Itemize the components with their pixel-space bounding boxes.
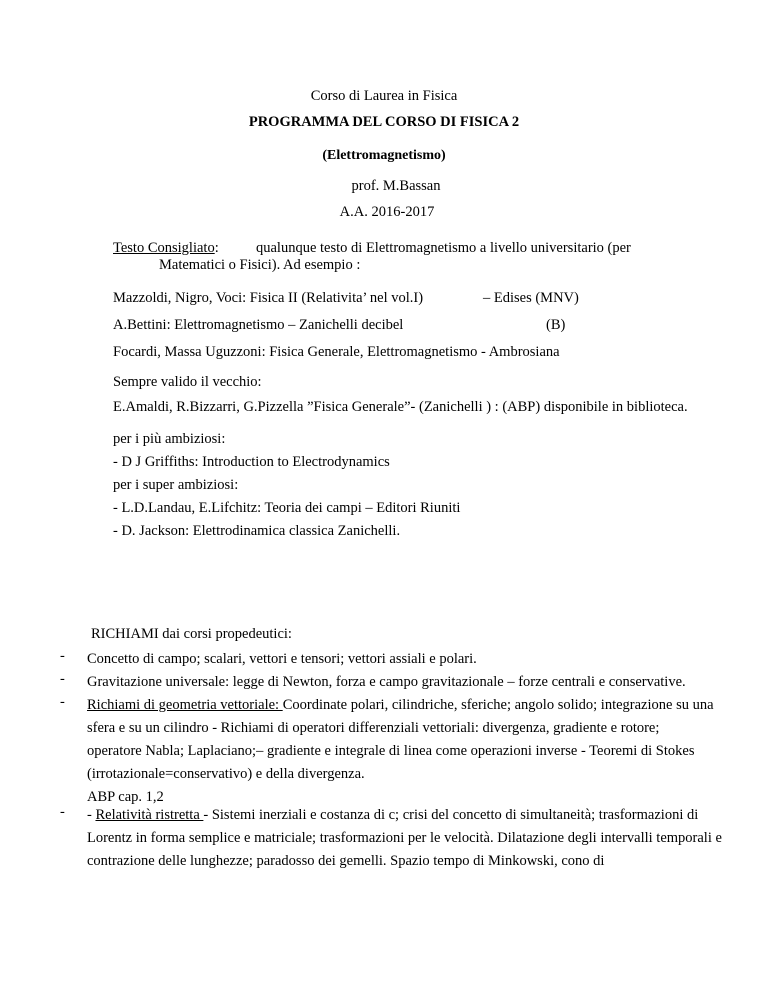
vector-geometry-ref: ABP cap. 1,2 (87, 789, 164, 805)
bullet-dash: - (60, 694, 65, 710)
bullet-dash: - (60, 648, 65, 664)
still-valid-label: Sempre valido il vecchio: (113, 374, 262, 390)
description-line-1: qualunque testo di Elettromagnetismo a livello universitario (per (256, 240, 631, 256)
academic-year: A.A. 2016-2017 (339, 204, 435, 220)
bullet-dash: - (60, 671, 65, 687)
book-amaldi: E.Amaldi, R.Bizzarri, G.Pizzella ”Fisica Generale”- (Zanichelli ) : (ABP) disponibile in biblioteca. (113, 399, 688, 415)
relativity-text: - Sistemi inerziali e costanza di c; crisi del concetto di simultaneità; trasformazioni di Lorentz in forma semplice e matriciale; trasformazioni per le velocità. Dilatazione degli intervalli temporali e contrazione delle lunghezze; paradosso dei gemelli. Spazio tempo di Minkowski, cono di (87, 807, 722, 869)
syllabus-item-field-concept: Concetto di campo; scalari, vettori e tensori; vettori assiali e polari. (87, 651, 477, 667)
ambitious-label: per i più ambiziosi: (113, 431, 226, 447)
vector-geometry-text: Coordinate polari, cilindriche, sferiche; angolo solido; integrazione su una sfera e su un cilindro - Richiami di operatori differenziali vettoriali: divergenza, gradiente e rotore; operatore Nabla; Laplaciano;– gradiente e integrale di linea come operazioni inverse - Teoremi di Stokes (irrotazionale=conservativo) e della divergenza. (87, 697, 714, 782)
colon: : (214, 240, 219, 256)
book-bettini-code: (B) (546, 317, 566, 333)
syllabus-heading: RICHIAMI dai corsi propedeutici: (91, 626, 292, 642)
book-griffiths: - D J Griffiths: Introduction to Electrodynamics (113, 454, 390, 470)
book-mnv: Mazzoldi, Nigro, Voci: Fisica II (Relativita’ nel vol.I) (113, 290, 424, 306)
syllabus-item-vector-geometry (87, 694, 715, 809)
professor: prof. M.Bassan (351, 178, 441, 194)
recommended-texts-label: Testo Consigliato (113, 240, 215, 256)
description-line-2: Matematici o Fisici). Ad esempio : (159, 257, 361, 273)
super-ambitious-label: per i super ambiziosi: (113, 477, 239, 493)
vector-geometry-heading: Richiami di geometria vettoriale: (87, 697, 283, 713)
relativity-heading: Relatività ristretta (95, 807, 204, 823)
program-subtitle: (Elettromagnetismo) (322, 148, 446, 163)
bullet-dash: - (60, 804, 65, 820)
relativity-prefix: - (87, 807, 96, 823)
syllabus-item-special-relativity (87, 804, 737, 873)
book-jackson: - D. Jackson: Elettrodinamica classica Zanichelli. (113, 523, 401, 539)
book-landau: - L.D.Landau, E.Lifchitz: Teoria dei campi – Editori Riuniti (113, 500, 461, 516)
book-bettini: A.Bettini: Elettromagnetismo – Zanichelli decibel (113, 317, 404, 333)
program-title: PROGRAMMA DEL CORSO DI FISICA 2 (248, 114, 520, 130)
book-focardi: Focardi, Massa Uguzzoni: Fisica Generale, Elettromagnetismo - Ambrosiana (113, 344, 560, 360)
recommended-texts-heading (113, 240, 219, 257)
book-mnv-code: – Edises (MNV) (483, 290, 579, 306)
syllabus-item-gravitation: Gravitazione universale: legge di Newton, forza e campo gravitazionale – forze centrali e conservative. (87, 674, 686, 690)
course-name: Corso di Laurea in Fisica (310, 88, 458, 104)
